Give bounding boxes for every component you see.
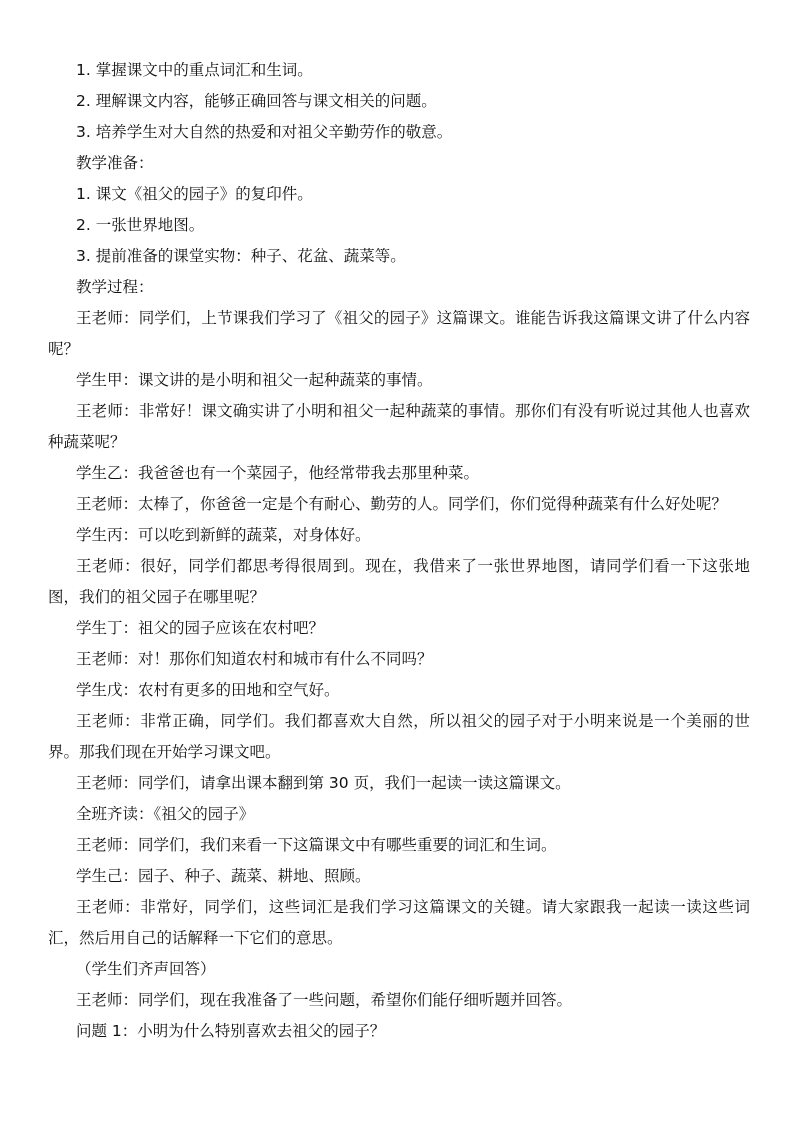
- dialogue-line: 王老师：同学们，现在我准备了一些问题，希望你们能仔细听题并回答。: [76, 991, 573, 1009]
- dialogue-line: 王老师：非常正确，同学们。我们都喜欢大自然，所以祖父的园子对于小明来说是一个美丽的世界。那我们现在开始学习课文吧。: [48, 712, 750, 761]
- dialogue-line: 学生丁：祖父的园子应该在农村吧？: [76, 619, 325, 637]
- dialogue-line: 学生戊：农村有更多的田地和空气好。: [76, 681, 340, 699]
- lesson-plan-text: [48, 55, 750, 1047]
- dialogue-line: 学生己：园子、种子、蔬菜、耕地、照顾。: [76, 867, 371, 885]
- preparation-2: 2. 一张世界地图。: [76, 216, 205, 234]
- dialogue-line: 学生乙：我爸爸也有一个菜园子，他经常带我去那里种菜。: [76, 464, 480, 482]
- section-heading-preparation: 教学准备：: [76, 154, 154, 172]
- objective-3: 3. 培养学生对大自然的热爱和对祖父辛勤劳作的敬意。: [76, 123, 453, 141]
- preparation-3: 3. 提前准备的课堂实物：种子、花盆、蔬菜等。: [76, 247, 406, 265]
- dialogue-line: 全班齐读：《祖父的园子》: [76, 805, 255, 823]
- dialogue-line: 王老师：非常好！课文确实讲了小明和祖父一起种蔬菜的事情。那你们有没有听说过其他人也喜欢种蔬菜呢？: [48, 402, 750, 451]
- objective-2: 2. 理解课文内容，能够正确回答与课文相关的问题。: [76, 92, 437, 110]
- objective-1: 1. 掌握课文中的重点词汇和生词。: [76, 61, 313, 79]
- dialogue-line: 王老师：很好，同学们都思考得很周到。现在，我借来了一张世界地图，请同学们看一下这张地图，我们的祖父园子在哪里呢？: [48, 557, 750, 606]
- dialogue-line: 王老师：对！那你们知道农村和城市有什么不同吗？: [76, 650, 433, 668]
- dialogue-line: 学生丙：可以吃到新鲜的蔬菜，对身体好。: [76, 526, 371, 544]
- preparation-1: 1. 课文《祖父的园子》的复印件。: [76, 185, 313, 203]
- dialogue-line: 王老师：同学们，请拿出课本翻到第 30 页，我们一起读一读这篇课文。: [76, 774, 571, 792]
- question-1: 问题 1：小明为什么特别喜欢去祖父的园子？: [76, 1022, 386, 1040]
- dialogue-line: 王老师：太棒了，你爸爸一定是个有耐心、勤劳的人。同学们，你们觉得种蔬菜有什么好处呢？: [76, 495, 728, 513]
- dialogue-line: 王老师：同学们，上节课我们学习了《祖父的园子》这篇课文。谁能告诉我这篇课文讲了什么内容呢？: [48, 309, 750, 358]
- dialogue-line: 学生甲：课文讲的是小明和祖父一起种蔬菜的事情。: [76, 371, 433, 389]
- dialogue-line: （学生们齐声回答）: [76, 960, 216, 978]
- dialogue-line: 王老师：同学们，我们来看一下这篇课文中有哪些重要的词汇和生词。: [76, 836, 557, 854]
- section-heading-process: 教学过程：: [76, 278, 154, 296]
- dialogue-line: 王老师：非常好，同学们，这些词汇是我们学习这篇课文的关键。请大家跟我一起读一读这些词汇，然后用自己的话解释一下它们的意思。: [48, 898, 750, 947]
